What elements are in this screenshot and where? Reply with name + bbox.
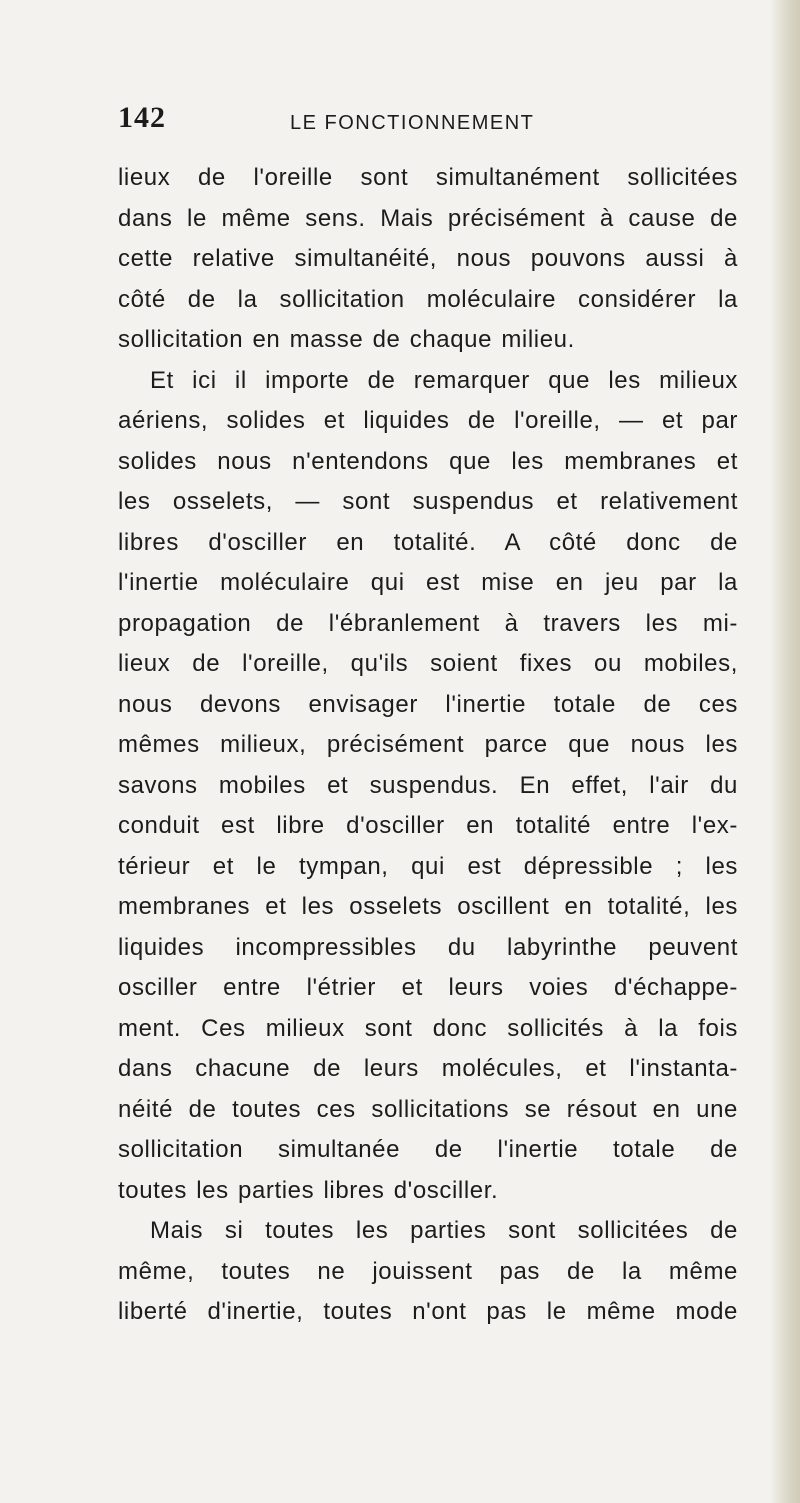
text-line: conduit est libre d'osciller en totalité entre l'ex- bbox=[118, 812, 738, 839]
page-number: 142 bbox=[118, 101, 166, 134]
text-line: cette relative simultanéité, nous pouvons aussi à bbox=[118, 245, 738, 272]
text-line: liquides incompressibles du labyrinthe peuvent bbox=[118, 933, 738, 961]
running-head: LE FONCTIONNEMENT bbox=[290, 112, 535, 134]
text-line: néité de toutes ces sollicitations se résout en une bbox=[118, 1095, 738, 1123]
text-body bbox=[118, 158, 738, 1333]
text-line: mêmes milieux, précisément parce que nous les bbox=[118, 731, 738, 758]
text-line: aériens, solides et liquides de l'oreille, — et par bbox=[118, 407, 738, 434]
text-line: savons mobiles et suspendus. En effet, l'air du bbox=[118, 771, 738, 799]
text-line: l'inertie moléculaire qui est mise en jeu par la bbox=[118, 569, 738, 596]
text-line: les osselets, — sont suspendus et relativement bbox=[118, 488, 738, 515]
text-line: Et ici il importe de remarquer que les milieux bbox=[150, 366, 738, 394]
text-line: propagation de l'ébranlement à travers les mi- bbox=[118, 609, 738, 637]
text-line: térieur et le tympan, qui est dépressible ; les bbox=[118, 852, 738, 880]
text-line: lieux de l'oreille, qu'ils soient fixes ou mobiles, bbox=[118, 650, 738, 677]
text-line: toutes les parties libres d'osciller. bbox=[118, 1176, 499, 1204]
text-line: membranes et les osselets oscillent en totalité, les bbox=[118, 893, 738, 920]
text-line: sollicitation en masse de chaque milieu. bbox=[118, 326, 575, 353]
text-line: sollicitation simultanée de l'inertie totale de bbox=[118, 1136, 738, 1163]
text-line: liberté d'inertie, toutes n'ont pas le même mode bbox=[118, 1298, 738, 1325]
text-line: même, toutes ne jouissent pas de la même bbox=[118, 1257, 738, 1285]
text-line: côté de la sollicitation moléculaire considérer la bbox=[118, 285, 738, 313]
text-line: libres d'osciller en totalité. A côté donc de bbox=[118, 528, 738, 556]
text-line: osciller entre l'étrier et leurs voies d'échappe- bbox=[118, 974, 738, 1001]
text-line: dans le même sens. Mais précisément à cause de bbox=[118, 204, 738, 232]
text-line: ment. Ces milieux sont donc sollicités à la fois bbox=[118, 1014, 738, 1042]
text-line: Mais si toutes les parties sont sollicitées de bbox=[150, 1217, 738, 1244]
text-line: solides nous n'entendons que les membranes et bbox=[118, 447, 738, 475]
page-header bbox=[118, 100, 738, 140]
text-line: lieux de l'oreille sont simultanément sollicitées bbox=[118, 164, 738, 191]
page-edge bbox=[770, 0, 800, 1503]
text-line: nous devons envisager l'inertie totale de ces bbox=[118, 690, 738, 718]
text-line: dans chacune de leurs molécules, et l'instanta- bbox=[118, 1055, 738, 1082]
